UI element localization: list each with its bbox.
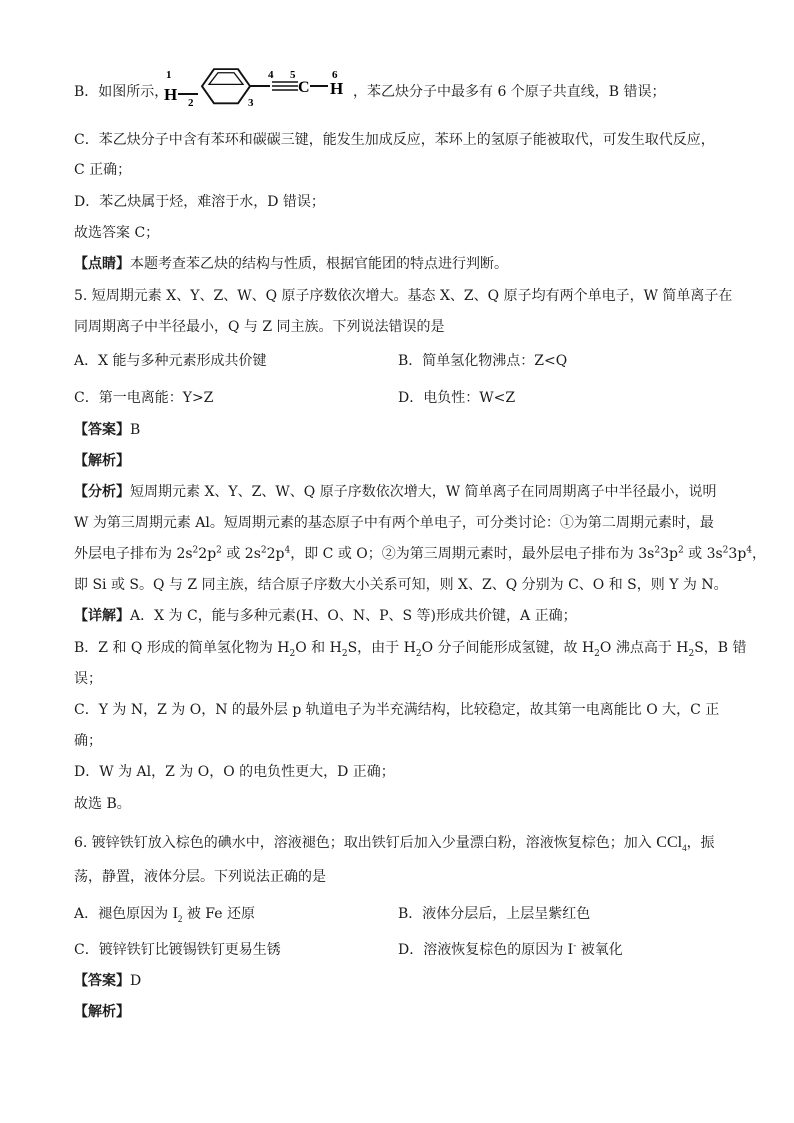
ccl4-formula [656, 834, 687, 854]
q6-stem-1-a: 6. 镀锌铁钉放入棕色的碘水中，溶液褪色；取出铁钉后加入少量漂白粉，溶液恢复棕色；加入 [74, 835, 657, 851]
option-b-suffix-line [353, 82, 666, 102]
superscript: 2 [677, 545, 684, 556]
q5-xiangjie-b-1 [74, 638, 747, 658]
superscript: 2 [260, 545, 267, 556]
superscript: - [573, 941, 577, 952]
q5-answer-tag: 【答案】 [74, 422, 130, 438]
q5-stem-1: 5. 短周期元素 X、Y、Z、W、Q 原子序数依次增大。基态 X、Z、Q 原子均有两个单电子，W 简单离子在 [74, 288, 733, 304]
q5-answer: B [130, 422, 141, 438]
dianjing-text: 本题考查苯乙炔的结构与性质，根据官能团的特点进行判断。 [130, 256, 508, 272]
option-b-line [74, 82, 168, 102]
label-4: 4 [268, 69, 274, 81]
q5-option-b: B．简单氢化物沸点：Z<Q [398, 353, 568, 369]
label-3: 3 [248, 97, 254, 106]
q5-jiexi-tag: 【解析】 [74, 453, 130, 469]
subscript: 4 [682, 843, 687, 854]
q6-opt-a-part: A．褪色原因为 [74, 906, 173, 922]
q6-stem-1 [74, 833, 715, 853]
q6-jiexi-tag: 【解析】 [74, 1004, 130, 1020]
q6-opt-d-part: D．溶液恢复棕色的原因为 I [398, 942, 574, 958]
i2-formula [172, 905, 183, 925]
q5-xiangjie-a-text: A．X 为 C，能与多种元素(H、O、N、P、S 等)形成共价键，A 正确； [130, 608, 577, 624]
q6-option-c: C．镀锌铁钉比镀锡铁钉更易生锈 [74, 942, 281, 958]
q5-fenxi-tag: 【分析】 [74, 484, 130, 500]
subscript: 2 [341, 648, 348, 659]
label-1: 1 [166, 69, 172, 81]
subscript: 2 [289, 648, 296, 659]
phenylacetylene-structure [162, 66, 352, 106]
subscript: 2 [688, 648, 695, 659]
q6-option-a [74, 904, 255, 924]
fenxi3-part: 外层电子排布为 2s [74, 546, 193, 562]
label-5: 5 [290, 69, 296, 81]
dianjing-tag: 【点睛】 [74, 256, 130, 272]
q5-xiangjie-a [74, 606, 577, 626]
atom-h6: H [330, 79, 344, 98]
q5-fenxi-text-1: 短周期元素 X、Y、Z、W、Q 原子序数依次增大，W 简单离子在同周期离子中半径最小，说明 [130, 484, 717, 500]
b1-part: S，由于 H [347, 640, 416, 656]
subscript: 2 [177, 914, 183, 925]
fenxi3-part: 3p [660, 546, 678, 562]
q5-choose: 故选 B。 [74, 796, 131, 812]
comma: ， [752, 546, 767, 562]
q5-stem-2: 同周期离子中半径最小，Q 与 Z 同主族。下列说法错误的是 [74, 319, 445, 335]
option-c-line-2: C 正确； [74, 162, 132, 178]
q6-option-b: B．液体分层后，上层呈紫红色 [398, 906, 591, 922]
atom-c5: C [298, 79, 310, 96]
superscript: 4 [284, 545, 291, 556]
q5-xiangjie-c-2: 确； [74, 733, 102, 749]
choose-c-line: 故选答案 C； [74, 225, 160, 241]
fenxi3-part: 2p [266, 546, 285, 562]
atom-h1: H [164, 85, 178, 104]
fenxi3-part: 或 3s [683, 546, 723, 562]
superscript: 2 [722, 545, 729, 556]
label-2: 2 [188, 97, 194, 106]
q6-option-d [398, 940, 623, 960]
subscript: 2 [415, 648, 422, 659]
q5-answer-line [74, 420, 140, 440]
b1-part: O 和 H [295, 640, 342, 656]
q6-stem-1-b: ，振 [686, 835, 715, 851]
i-text: I [172, 905, 178, 922]
option-b-prefix: B．如图所示， [74, 84, 169, 100]
superscript: 2 [654, 545, 661, 556]
q5-option-d: D．电负性：W<Z [398, 390, 516, 406]
fenxi3-part: ，即 C 或 O；②为第三周期元素时，最外层电子排布为 3s [290, 546, 655, 562]
q6-answer: D [130, 973, 142, 989]
q5-option-a: A．X 能与多种元素形成共价键 [74, 353, 267, 369]
option-d-line: D．苯乙炔属于烃，难溶于水，D 错误； [74, 194, 325, 210]
q6-opt-a-part: 被 Fe 还原 [182, 906, 255, 922]
q5-fenxi-1 [74, 482, 717, 502]
superscript: 2 [192, 545, 199, 556]
b1-part: S，B 错 [694, 640, 747, 656]
fenxi3-part: 3p [728, 546, 747, 562]
q5-option-c: C．第一电离能：Y>Z [74, 390, 214, 406]
q6-answer-line [74, 971, 141, 991]
superscript: 4 [746, 545, 753, 556]
q5-xiangjie-d: D．W 为 Al，Z 为 O，O 的电负性更大，D 正确； [74, 764, 395, 780]
subscript: 2 [594, 648, 600, 659]
q6-answer-tag: 【答案】 [74, 973, 130, 989]
label-6: 6 [332, 69, 338, 81]
b1-part: O 沸点高于 H [599, 640, 689, 656]
option-c-line-1: C．苯乙炔分子中含有苯环和碳碳三键，能发生加成反应，苯环上的氢原子能被取代，可发生取代反应， [74, 132, 715, 148]
q6-stem-2: 荡，静置，液体分层。下列说法正确的是 [74, 869, 326, 885]
q5-fenxi-4: 即 Si 或 S。Q 与 Z 同主族，结合原子序数大小关系可知，则 X、Z、Q 分别为 C、O 和 S，则 Y 为 N。 [74, 577, 728, 593]
b1-part: B．Z 和 Q 形成的简单氢化物为 H [74, 640, 290, 656]
b1-part: O 分子间能形成氢键，故 H [421, 640, 595, 656]
option-b-suffix: ，苯乙炔分子中最多有 6 个原子共直线，B 错误； [353, 84, 666, 100]
fenxi3-part: 2p [198, 546, 217, 562]
dianjing-line [74, 254, 508, 274]
q5-xiangjie-b-2: 误； [74, 671, 102, 687]
q6-opt-d-part: 被氧化 [576, 942, 623, 958]
q5-fenxi-3 [74, 544, 766, 564]
superscript: 2 [216, 545, 222, 556]
q5-xiangjie-c-1: C．Y 为 N，Z 为 O，N 的最外层 p 轨道电子为半充满结构，比较稳定，故其第一电离能比 O 大，C 正 [74, 702, 720, 718]
fenxi3-part: 或 2s [221, 546, 261, 562]
q5-fenxi-2: W 为第三周期元素 Al。短周期元素的基态原子中有两个单电子，可分类讨论：①为第二周期元素时，最 [74, 515, 714, 531]
q5-xiangjie-tag: 【详解】 [74, 608, 130, 624]
ccl-text: CCl [656, 834, 683, 851]
